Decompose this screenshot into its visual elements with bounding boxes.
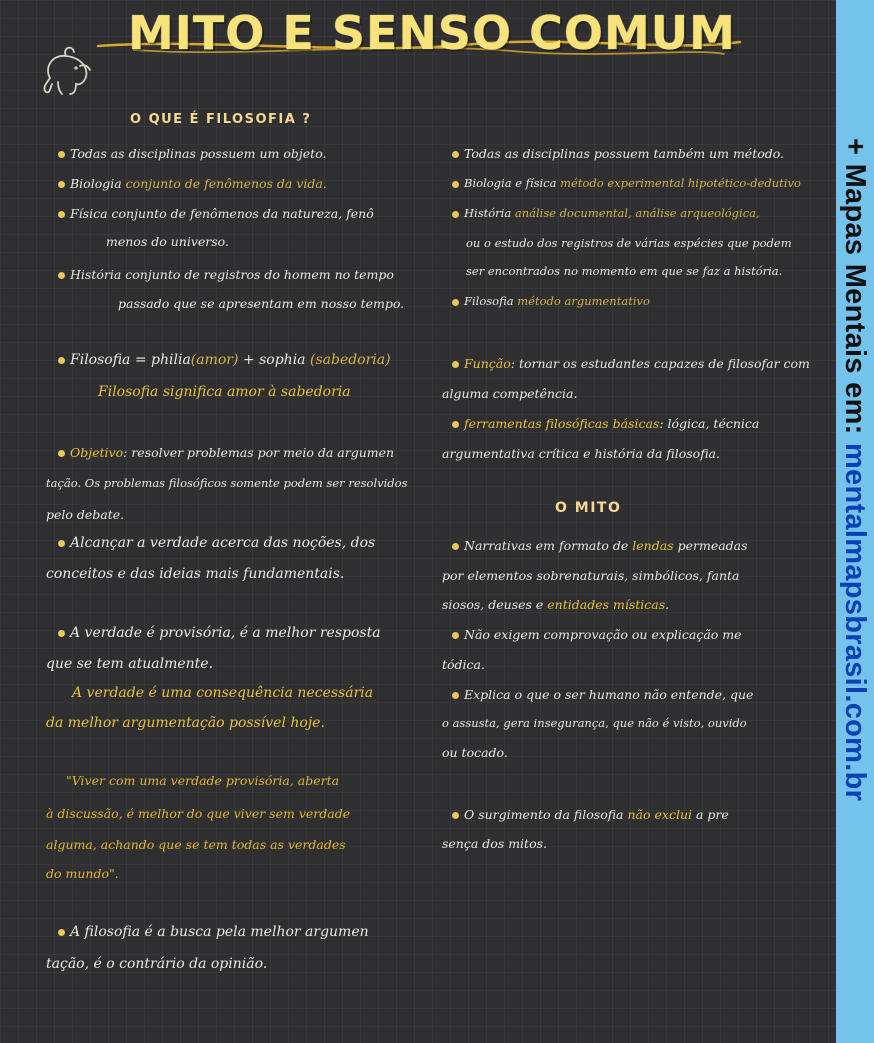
list-item: Não exigem comprovação ou explicação me	[452, 619, 742, 650]
verdade-note: da melhor argumentação possível hoje.	[46, 715, 325, 731]
list-item-continuation: que se tem atualmente.	[46, 656, 214, 672]
list-item-continuation: argumentativa crítica e história da filosofia.	[442, 446, 720, 461]
page-title: MITO E SENSO COMUM	[128, 6, 736, 60]
list-item: Todas as disciplinas possuem também um método.	[452, 138, 784, 169]
list-item: Biologia e física método experimental hipotético-dedutivo	[452, 168, 801, 199]
bullet-dot-icon	[452, 299, 459, 306]
definition-filosofia: Filosofia significa amor à sabedoria	[98, 384, 351, 400]
list-item: Filosofia = philia(amor) + sophia (sabedoria)	[58, 345, 391, 376]
list-item: A filosofia é a busca pela melhor argumen	[58, 917, 369, 948]
bullet-dot-icon	[58, 540, 65, 547]
list-item: A verdade é provisória, é a melhor resposta	[58, 618, 381, 649]
list-item-continuation: o assusta, gera insegurança, que não é visto, ouvido	[442, 716, 747, 730]
quote-line: do mundo".	[46, 866, 119, 881]
bullet-dot-icon	[58, 211, 65, 218]
bullet-dot-icon	[58, 357, 65, 364]
verdade-note: A verdade é uma consequência necessária	[72, 685, 374, 701]
list-item: Filosofia método argumentativo	[452, 286, 650, 317]
bullet-dot-icon	[452, 181, 459, 188]
quote-line: alguma, achando que se tem todas as verdades	[46, 837, 346, 852]
bullet-dot-icon	[452, 151, 459, 158]
list-item: História análise documental, análise arqueológica,	[452, 198, 760, 229]
bullet-dot-icon	[452, 211, 459, 218]
heading-o-que-e-filosofia: O QUE É FILOSOFIA ?	[130, 112, 312, 127]
bullet-dot-icon	[452, 812, 459, 819]
bullet-dot-icon	[58, 450, 65, 457]
bullet-dot-icon	[58, 181, 65, 188]
list-item-continuation: tação, é o contrário da opinião.	[46, 956, 268, 972]
list-item: Alcançar a verdade acerca das noções, dos	[58, 528, 375, 559]
list-item-continuation: ser encontrados no momento em que se faz a história.	[466, 264, 783, 278]
list-item-continuation: por elementos sobrenaturais, simbólicos, fanta	[442, 568, 740, 583]
list-item-continuation: pelo debate.	[46, 507, 125, 522]
bullet-dot-icon	[452, 692, 459, 699]
list-item-continuation: alguma competência.	[442, 386, 578, 401]
bullet-dot-icon	[452, 421, 459, 428]
list-item: Narrativas em formato de lendas permeadas	[452, 530, 748, 561]
quote-line: "Viver com uma verdade provisória, aberta	[66, 773, 340, 788]
list-item: Objetivo: resolver problemas por meio da argumen	[58, 437, 394, 468]
list-item-continuation: ou tocado.	[442, 745, 508, 760]
list-item: Explica o que o ser humano não entende, que	[452, 679, 753, 710]
heading-o-mito: O MITO	[555, 500, 622, 516]
list-item-continuation: menos do universo.	[106, 234, 229, 249]
bullet-dot-icon	[58, 151, 65, 158]
list-item: O surgimento da filosofia não exclui a pre	[452, 799, 729, 830]
sidebar-promo-text: + Mapas Mentais em: mentalmapsbrasil.com.br	[839, 138, 871, 802]
bullet-dot-icon	[452, 632, 459, 639]
list-item: Todas as disciplinas possuem um objeto.	[58, 138, 327, 169]
bullet-dot-icon	[452, 543, 459, 550]
list-item-continuation: tação. Os problemas filosóficos somente podem ser resolvidos	[46, 476, 408, 490]
list-item: ferramentas filosóficas básicas: lógica, técnica	[452, 408, 759, 439]
list-item-continuation: siosos, deuses e entidades místicas.	[442, 597, 670, 612]
list-item-continuation: tódica.	[442, 657, 485, 672]
bullet-dot-icon	[452, 361, 459, 368]
list-item: Física conjunto de fenômenos da natureza, fenô	[58, 198, 374, 229]
quote-line: à discussão, é melhor do que viver sem verdade	[46, 806, 351, 821]
elephant-doodle-icon	[36, 38, 100, 102]
list-item-continuation: passado que se apresentam em nosso tempo.	[118, 296, 405, 311]
list-item-continuation: sença dos mitos.	[442, 836, 547, 851]
list-item-continuation: conceitos e das ideias mais fundamentais.	[46, 566, 345, 582]
list-item: Biologia conjunto de fenômenos da vida.	[58, 168, 327, 199]
sidebar-banner	[836, 0, 874, 1043]
bullet-dot-icon	[58, 630, 65, 637]
bullet-dot-icon	[58, 272, 65, 279]
list-item-continuation: ou o estudo dos registros de várias espécies que podem	[466, 236, 792, 250]
site-link[interactable]: mentalmapsbrasil.com.br	[839, 442, 871, 802]
bullet-dot-icon	[58, 929, 65, 936]
list-item: Função: tornar os estudantes capazes de filosofar com	[452, 348, 810, 379]
list-item: História conjunto de registros do homem no tempo	[58, 259, 394, 290]
